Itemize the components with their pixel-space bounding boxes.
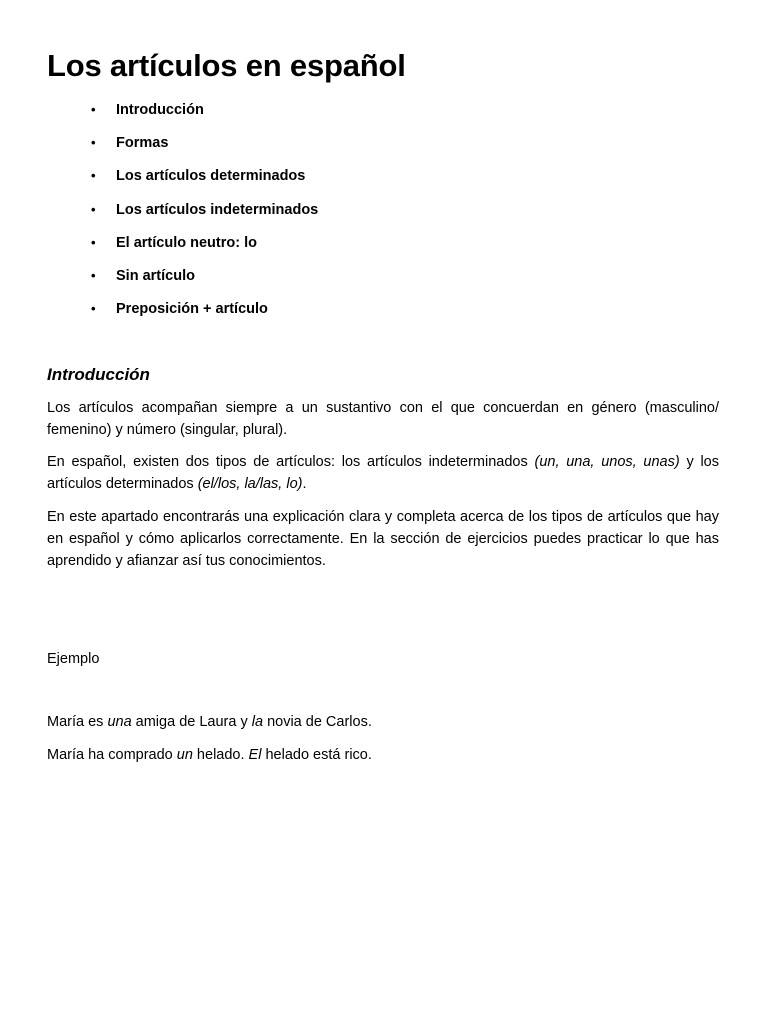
bullet-icon: •: [91, 168, 96, 184]
paragraph-text: y los artículos determinados: [47, 454, 719, 492]
bullet-icon: •: [91, 201, 96, 217]
toc-item-label: Los artículos indeterminados: [116, 201, 319, 218]
toc-item-label: Formas: [116, 135, 169, 152]
table-of-contents: [90, 96, 318, 328]
example-label: Ejemplo: [47, 651, 100, 667]
bullet-icon: •: [91, 102, 96, 117]
sentence-text: novia de Carlos.: [263, 714, 372, 730]
toc-item-label: Preposición + artículo: [116, 301, 268, 318]
bullet-icon: •: [91, 267, 96, 283]
intro-paragraph-3: En este apartado encontrarás una explicación clara y completa acerca de los tipos de artículos que hay en español y cómo aplicarlos correctamente. En la sección de ejercicios puedes practicar lo que has aprendido y afianzar así tus conocimientos.: [47, 509, 719, 569]
toc-item-preposicion: [90, 295, 318, 328]
paragraph-text: En español, existen dos tipos de artículos: los artículos indeterminados: [47, 454, 535, 470]
toc-item-sin-articulo: [90, 262, 318, 295]
toc-item-formas: [90, 129, 318, 162]
article-highlight: una: [107, 714, 132, 730]
bullet-icon: •: [91, 301, 96, 317]
toc-item-indeterminados: [90, 196, 318, 229]
sentence-text: amiga de Laura y: [131, 714, 252, 730]
sentence-text: helado.: [192, 747, 249, 763]
bullet-icon: •: [91, 234, 96, 250]
toc-item-label: El artículo neutro: lo: [116, 234, 257, 251]
example-sentence-2: [47, 744, 372, 766]
toc-item-label: Sin artículo: [116, 267, 195, 284]
toc-item-label: Los artículos determinados: [116, 168, 306, 185]
article-highlight: El: [248, 747, 262, 763]
indefinite-articles-list: (un, una, unos, unas): [534, 454, 680, 470]
sentence-text: María es: [47, 714, 108, 730]
intro-paragraph-1: Los artículos acompañan siempre a un sustantivo con el que concuerdan en género (masculino/ femenino) y número (singular, plural).: [47, 400, 719, 438]
article-highlight: un: [176, 747, 193, 763]
toc-item-determinados: [90, 162, 318, 195]
example-sentence-1: [47, 711, 372, 733]
paragraph-text: .: [302, 476, 307, 492]
intro-paragraph-2: [47, 451, 719, 495]
bullet-icon: •: [91, 135, 96, 151]
toc-item-label: Introducción: [116, 102, 204, 118]
definite-articles-list: (el/los, la/las, lo): [197, 476, 303, 492]
sentence-text: María ha comprado: [47, 747, 177, 763]
toc-item-neutro: [90, 229, 318, 262]
article-highlight: la: [251, 714, 264, 730]
section-heading-introduccion: Introducción: [47, 365, 150, 384]
sentence-text: helado está rico.: [261, 747, 372, 763]
document-title: Los artículos en español: [47, 48, 406, 83]
toc-item-introduccion: [90, 96, 318, 129]
